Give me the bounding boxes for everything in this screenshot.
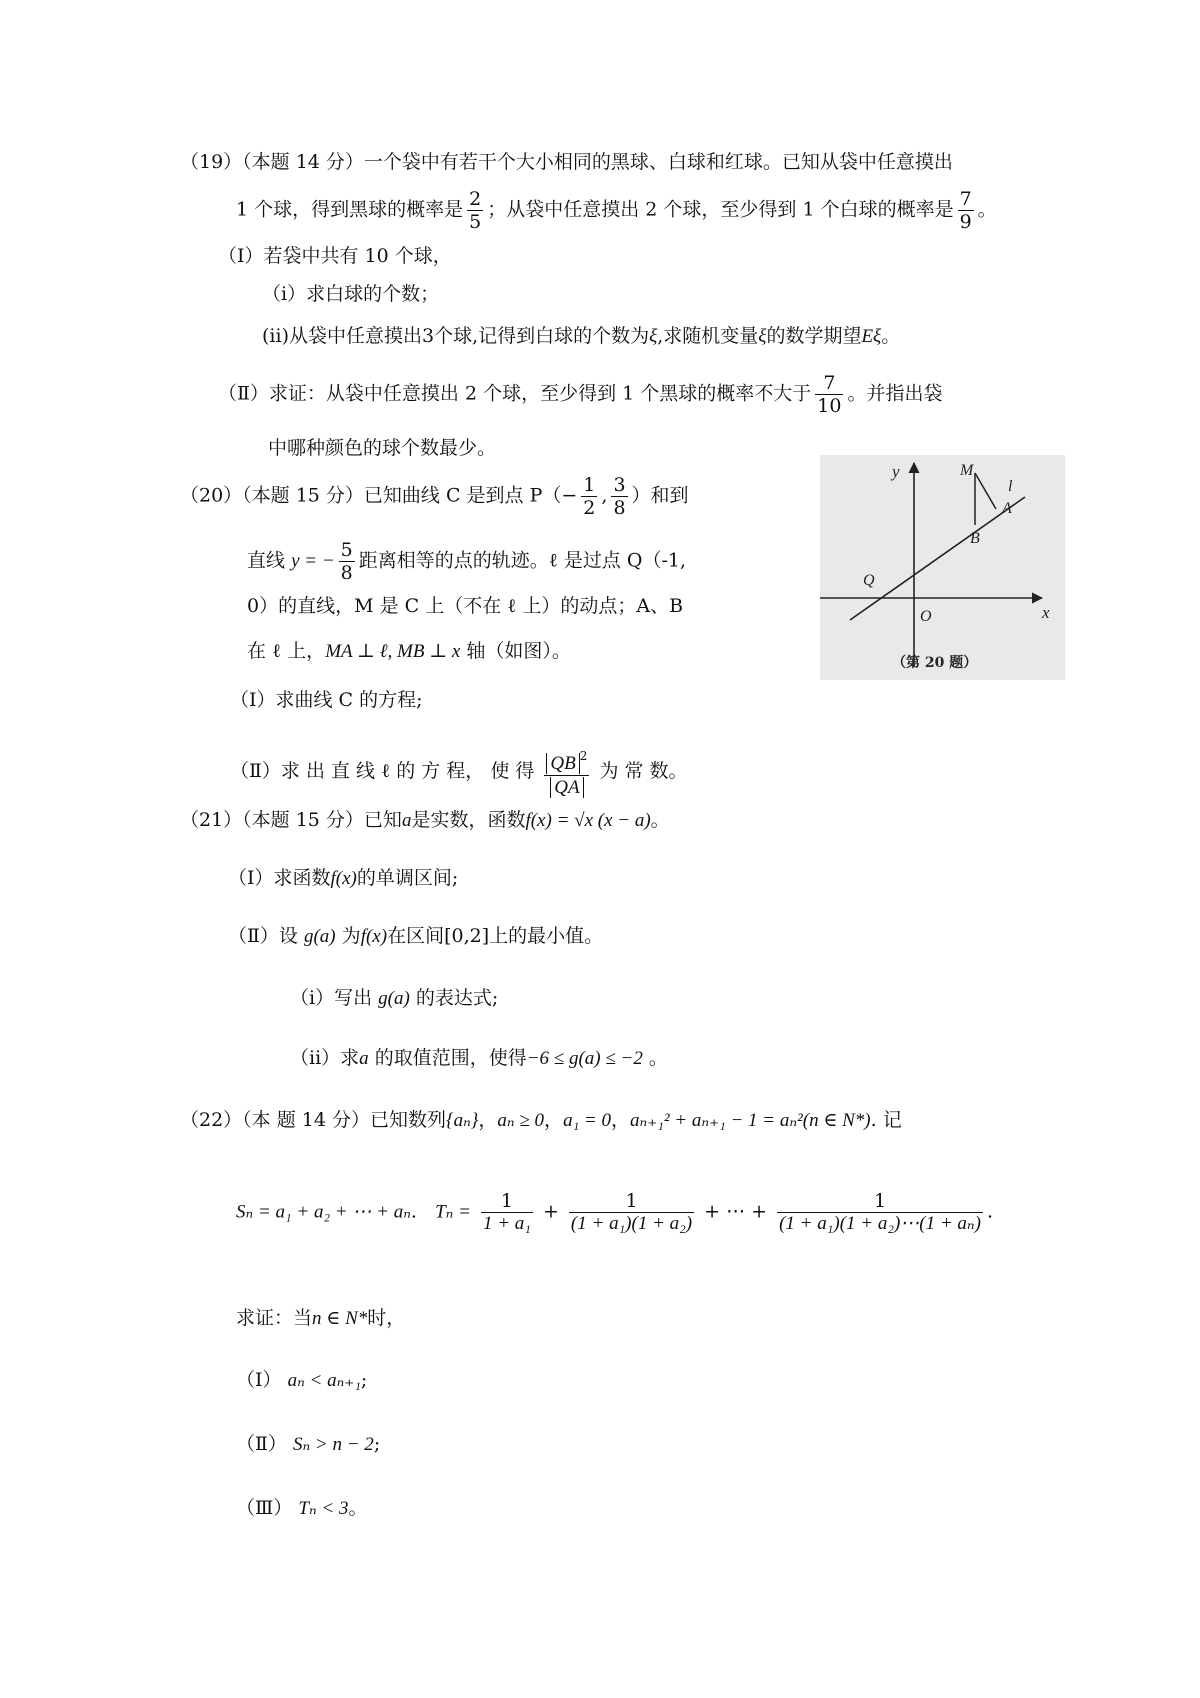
ratio-fraction: $\frac{QB ^2}{QA}$ — [544, 745, 589, 799]
label-A: A — [1002, 500, 1012, 517]
label-y: y — [892, 462, 900, 481]
label-O: O — [920, 608, 932, 625]
fraction: $\frac{2}{5}$ — [469, 188, 482, 233]
label-B: B — [970, 530, 980, 547]
p20-header: （20）（本题 15 分）已知曲线 C 是到点 P（− $\frac{1}{2}$ , $\frac{3}{8}$ ）和到 — [180, 474, 689, 519]
figure-caption: （第 20 题） — [892, 655, 978, 671]
p20-part2: （Ⅱ）求 出 直 线 ℓ 的 方 程， 使 得 $\frac{QB ^2}{QA}$ 为 常 数。 — [230, 745, 688, 799]
figure-20 — [820, 455, 1065, 680]
label-Q: Q — [863, 572, 875, 589]
p19-part2-cont: 中哪种颜色的球个数最少。 — [268, 437, 497, 459]
fraction: $\frac{1}{2}$ — [583, 474, 596, 519]
p22-part2: （Ⅱ） Sₙ > n − 2; — [236, 1433, 381, 1455]
p22-claim: 求证：当n ∈ N*时， — [236, 1307, 406, 1329]
p20-line4: 在 ℓ 上，MA ⊥ ℓ, MB ⊥ x 轴（如图）。 — [247, 640, 571, 662]
p21-part2-ii: （ii）求a 的取值范围，使得−6 ≤ g(a) ≤ −2 。 — [290, 1047, 668, 1069]
fraction: $\frac{5}{8}$ — [340, 539, 353, 584]
p19-part1-ii: (ii)从袋中任意摸出3个球,记得到白球的个数为ξ,求随机变量ξ的数学期望Eξ。 — [262, 325, 901, 347]
p19-part2: （Ⅱ）求证：从袋中任意摸出 2 个球，至少得到 1 个黑球的概率不大于 $\frac{7}{10}$ 。并指出袋 — [218, 372, 943, 417]
p22-header: （22）（本 题 14 分）已知数列{aₙ}，aₙ ≥ 0，a₁ = 0，aₙ₊₁² + aₙ₊₁ − 1 = aₙ²(n ∈ N*). 记 — [180, 1109, 902, 1131]
p22-part1: （Ⅰ） aₙ < aₙ₊₁; — [236, 1369, 368, 1391]
fraction: $\frac{3}{8}$ — [613, 474, 626, 519]
p19-part1-i: （i）求白球的个数； — [262, 283, 440, 305]
p20-line3: 0）的直线，M 是 C 上（不在 ℓ 上）的动点；A、B — [247, 595, 684, 617]
fraction: $\frac{1}{\text{(1 + a₁)(1 + a₂)⋯(1 + aₙ)}}$ — [779, 1190, 981, 1234]
label-M: M — [960, 462, 974, 479]
p20-part1: （Ⅰ）求曲线 C 的方程; — [230, 689, 423, 711]
p19-part1: （Ⅰ）若袋中共有 10 个球， — [218, 245, 452, 267]
p22-part3: （Ⅲ） Tₙ < 3。 — [236, 1497, 368, 1519]
fraction: $\frac{1}{\text{1 + a₁}}$ — [482, 1190, 531, 1234]
fraction: $\frac{7}{10}$ — [817, 372, 842, 417]
segment-MA — [975, 473, 996, 509]
coordinate-figure — [820, 455, 1065, 680]
fraction: $\frac{7}{9}$ — [959, 188, 972, 233]
p21-part1: （Ⅰ）求函数f(x)的单调区间; — [228, 867, 459, 889]
p19-line2: 1 个球，得到黑球的概率是 $\frac{2}{5}$ ；从袋中任意摸出 2 个球，至少得到 1 个白球的概率是 $\frac{7}{9}$ 。 — [236, 188, 997, 233]
p21-header: （21）（本题 15 分）已知a是实数，函数f(x) = √x (x − a)。 — [180, 809, 670, 831]
label-x: x — [1042, 603, 1050, 622]
line-l — [850, 497, 1025, 620]
p21-part2-i: （i）写出 g(a) 的表达式; — [290, 987, 499, 1009]
label-l: l — [1008, 478, 1013, 495]
p22-sn-tn: Sₙ = a₁ + a₂ + ⋯ + aₙ. Tₙ = $\frac{1}{\text{1 + a₁}}$ + $\frac{1}{\text{(1 + a₁)(1 + a₂)}}$ + ⋯ + $\frac{1}{\text{(1 + a₁)(1 + a₂)⋯(1 + aₙ)}}$ . — [236, 1190, 993, 1234]
p21-part2: （Ⅱ）设 g(a) 为f(x)在区间[0,2]上的最小值。 — [228, 925, 604, 947]
p19-header: （19）（本题 14 分）一个袋中有若干个大小相同的黑球、白球和红球。已知从袋中任意摸出 — [180, 151, 953, 173]
p20-line2: 直线 y = − $\frac{5}{8}$ 距离相等的点的轨迹。ℓ 是过点 Q（-1, — [247, 539, 687, 584]
fraction: $\frac{1}{\text{(1 + a₁)(1 + a₂)}}$ — [570, 1190, 693, 1234]
